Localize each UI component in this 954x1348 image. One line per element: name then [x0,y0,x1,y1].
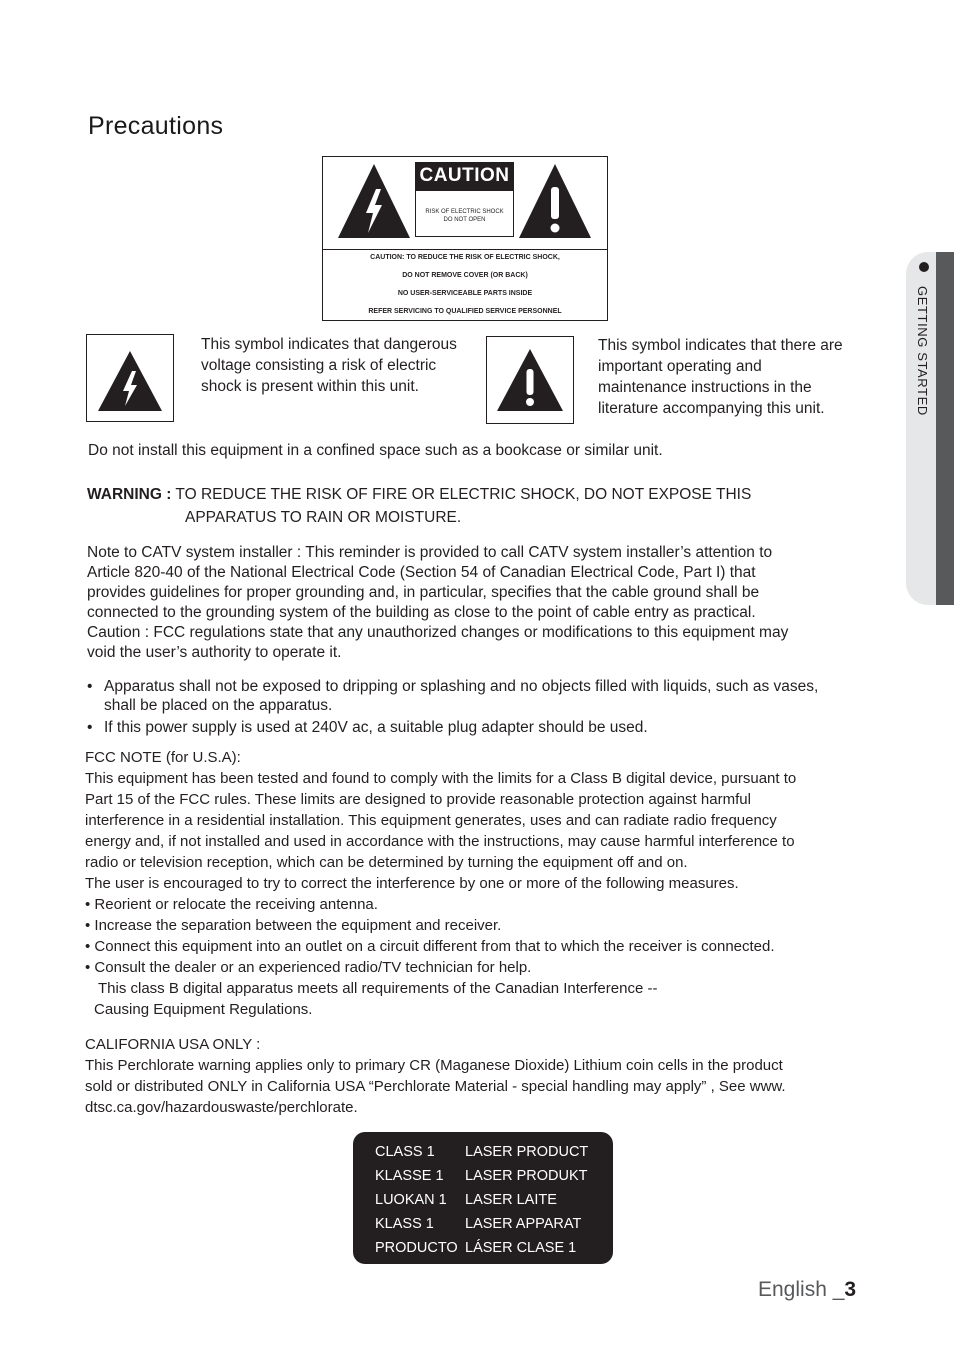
caution-line: NO USER-SERVICEABLE PARTS INSIDE [397,290,533,297]
fcc-line: This class B digital apparatus meets all requirements of the Canadian Interference -- [98,980,658,997]
laser-class: CLASS 1 [375,1144,435,1160]
fcc-line: • Reorient or relocate the receiving antenna. [85,896,378,913]
table-row [375,1164,588,1188]
table-row [375,1188,588,1212]
caution-small-text [415,190,514,237]
caution-note-label: Caution [87,624,141,641]
caution-line: REFER SERVICING TO QUALIFIED SERVICE PERSONNEL [368,308,562,315]
fcc-line: The user is encouraged to try to correct the interference by one or more of the following measures. [85,875,739,892]
fcc-line: Part 15 of the FCC rules. These limits are designed to provide reasonable protection against harmful [85,791,751,808]
section-tab-label-group [915,262,939,462]
fcc-line: energy and, if not installed and used in accordance with the instructions, may cause harmful interference to [85,833,795,850]
exclamation-warning-icon [516,161,594,241]
laser-class: KLASSE 1 [375,1168,444,1184]
instruction-symbol-box [486,336,574,424]
caution-small-line: DO NOT OPEN [443,217,486,223]
warning-block [87,483,847,529]
voltage-symbol-box [86,334,174,422]
california-note [85,1034,875,1118]
fcc-note [85,747,865,1020]
laser-class-label [353,1132,613,1264]
catv-text: : This reminder is provided to call CATV system installer’s attention to [292,544,773,561]
voltage-symbol-text: This symbol indicates that dangerous voltage consisting a risk of electric shock is present within this unit. [201,336,457,395]
fcc-line: • Connect this equipment into an outlet on a circuit different from that to which the receiver is connected. [85,938,775,955]
warning-text: TO REDUCE THE RISK OF FIRE OR ELECTRIC SHOCK, DO NOT EXPOSE THIS [175,486,752,503]
caution-text-lines [323,249,607,321]
laser-class: PRODUCTO [375,1240,458,1256]
list-item [87,718,867,737]
list-item-text: Apparatus shall not be exposed to dripping or splashing and no objects filled with liquids, such as vases, [104,678,819,695]
laser-class: KLASS 1 [375,1216,434,1232]
caution-small-line: RISK OF ELECTRIC SHOCK [425,209,504,215]
fcc-line: This equipment has been tested and found to comply with the limits for a Class B digital device, pursuant to [85,770,797,787]
bullet-dot-icon [919,262,929,272]
list-item-text: shall be placed on the apparatus. [104,697,333,714]
bullet-list [87,677,867,737]
fcc-line: Causing Equipment Regulations. [94,1001,313,1018]
laser-desc: LASER APPARAT [465,1216,582,1232]
fcc-line: • Increase the separation between the equipment and receiver. [85,917,502,934]
california-line: This Perchlorate warning applies only to primary CR (Maganese Dioxide) Lithium coin cells in the product [85,1057,783,1074]
caution-line: DO NOT REMOVE COVER (OR BACK) [402,272,528,279]
caution-note-text: : FCC regulations state that any unauthorized changes or modifications to this equipment may [140,624,789,641]
exclamation-warning-icon [487,337,573,423]
lightning-warning-icon [335,161,413,241]
catv-note [87,543,867,663]
fcc-line: interference in a residential installation. This equipment generates, uses and can radiate radio frequency [85,812,777,829]
warning-label: WARNING : [87,486,172,503]
california-line: dtsc.ca.gov/hazardouswaste/perchlorate. [85,1099,358,1116]
california-heading: CALIFORNIA USA ONLY : [85,1036,261,1053]
install-note: Do not install this equipment in a confined space such as a bookcase or similar unit. [88,442,663,459]
catv-text: Article 820-40 of the National Electrical Code (Section 54 of Canadian Electrical Code, Part I) that [87,564,756,581]
caution-label [322,156,608,321]
laser-desc: LASER PRODUCT [465,1144,589,1160]
page-number: 3 [844,1278,857,1301]
footer-language: English _ [758,1278,845,1301]
instruction-symbol-text: This symbol indicates that there are important operating and maintenance instructions in the literature accompanying this unit. [598,337,843,417]
table-row [375,1236,588,1260]
bullet-icon: • [87,719,93,736]
list-item [87,677,867,715]
caution-heading: CAUTION [415,162,514,190]
california-line: sold or distributed ONLY in California USA “Perchlorate Material - special handling may apply” , See www. [85,1078,786,1095]
table-row [375,1212,588,1236]
bullet-icon: • [87,678,93,695]
fcc-line: • Consult the dealer or an experienced radio/TV technician for help. [85,959,532,976]
table-row [375,1140,588,1164]
catv-text: provides guidelines for proper grounding and, in particular, specifies that the cable ground shall be [87,584,760,601]
section-tab-label: GETTING STARTED [915,286,930,416]
lightning-warning-icon [87,335,173,421]
catv-label: Note to CATV system installer [87,544,293,561]
laser-class-table [375,1140,588,1260]
laser-desc: LASER LAITE [465,1192,557,1208]
warning-text: APPARATUS TO RAIN OR MOISTURE. [185,509,462,526]
list-item-text: If this power supply is used at 240V ac, a suitable plug adapter should be used. [104,719,648,736]
caution-note-text: void the user’s authority to operate it. [87,644,342,661]
laser-desc: LÁSER CLASE 1 [465,1240,577,1256]
catv-text: connected to the grounding system of the building as close to the point of cable entry as practical. [87,604,756,621]
page-title: Precautions [88,112,224,140]
caution-line: CAUTION: TO REDUCE THE RISK OF ELECTRIC SHOCK, [370,254,560,261]
laser-desc: LASER PRODUKT [465,1168,588,1184]
page-footer [758,1278,856,1302]
fcc-line: radio or television reception, which can be determined by turning the equipment off and on. [85,854,688,871]
fcc-heading: FCC NOTE (for U.S.A): [85,749,241,766]
laser-class: LUOKAN 1 [375,1192,447,1208]
